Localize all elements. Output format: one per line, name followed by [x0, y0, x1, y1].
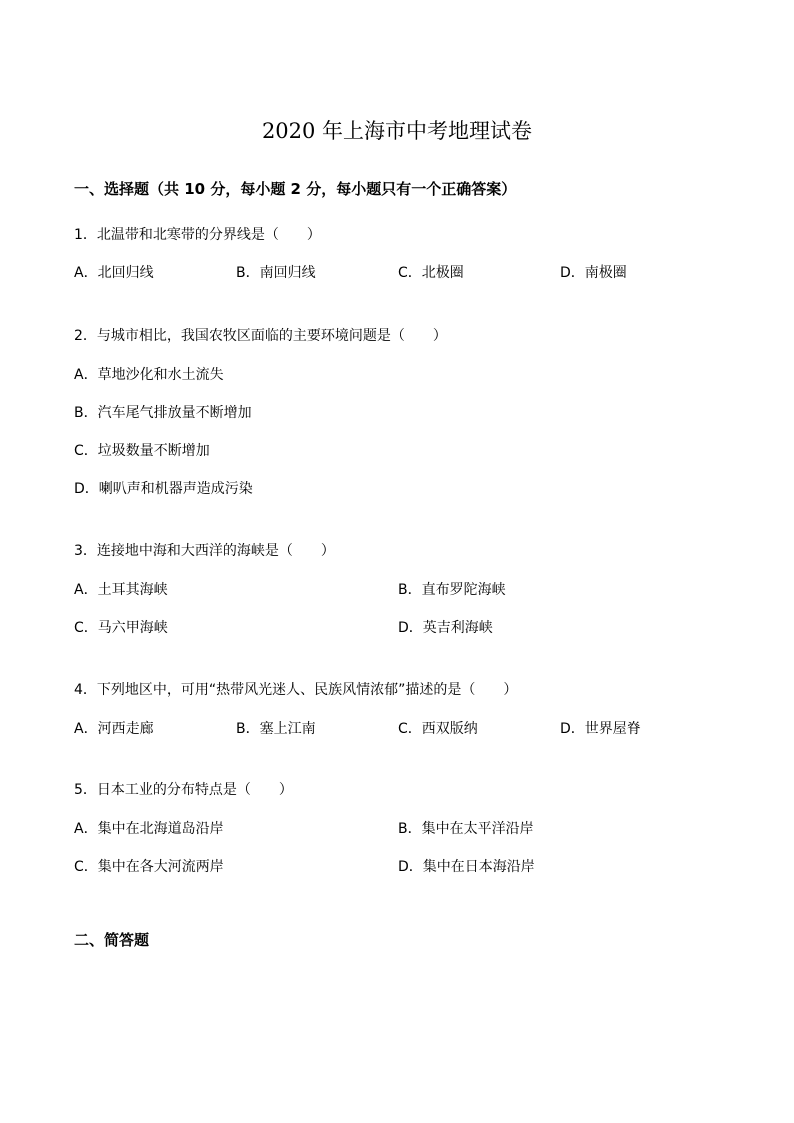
question-1-stem: 1．北温带和北寒带的分界线是（ ）: [74, 227, 321, 243]
question-3-option-c[interactable]: C．马六甲海峡: [74, 620, 168, 636]
question-4-stem: 4．下列地区中，可用“热带风光迷人、民族风情浓郁”描述的是（ ）: [74, 682, 518, 698]
question-2-option-d[interactable]: D．喇叭声和机器声造成污染: [74, 481, 253, 497]
question-5-option-d[interactable]: D．集中在日本海沿岸: [398, 859, 535, 875]
question-1-option-d[interactable]: D．南极圈: [560, 265, 627, 281]
question-5-stem: 5．日本工业的分布特点是（ ）: [74, 782, 293, 798]
question-4-option-d[interactable]: D．世界屋脊: [560, 721, 641, 737]
question-2-stem: 2．与城市相比，我国农牧区面临的主要环境问题是（ ）: [74, 328, 447, 344]
question-3-option-b[interactable]: B．直布罗陀海峡: [398, 582, 506, 598]
question-3-option-d[interactable]: D．英吉利海峡: [398, 620, 493, 636]
question-1-option-a[interactable]: A．北回归线: [74, 265, 154, 281]
question-1-option-c[interactable]: C．北极圈: [398, 265, 464, 281]
question-4-option-a[interactable]: A．河西走廊: [74, 721, 154, 737]
question-4-option-c[interactable]: C．西双版纳: [398, 721, 478, 737]
question-3-stem: 3．连接地中海和大西洋的海峡是（ ）: [74, 543, 335, 559]
exam-title: 2020 年上海市中考地理试卷: [261, 119, 533, 143]
question-1-option-b[interactable]: B．南回归线: [236, 265, 316, 281]
section-heading-short-answer: 二、简答题: [74, 931, 150, 949]
question-5-option-b[interactable]: B．集中在太平洋沿岸: [398, 821, 534, 837]
question-3-option-a[interactable]: A．土耳其海峡: [74, 582, 168, 598]
section-heading-choice: 一、选择题（共 10 分，每小题 2 分，每小题只有一个正确答案）: [74, 180, 517, 198]
question-5-option-a[interactable]: A．集中在北海道岛沿岸: [74, 821, 224, 837]
question-4-option-b[interactable]: B．塞上江南: [236, 721, 316, 737]
question-2-option-c[interactable]: C．垃圾数量不断增加: [74, 443, 210, 459]
question-2-option-b[interactable]: B．汽车尾气排放量不断增加: [74, 405, 252, 421]
question-5-option-c[interactable]: C．集中在各大河流两岸: [74, 859, 224, 875]
question-2-option-a[interactable]: A．草地沙化和水土流失: [74, 367, 224, 383]
